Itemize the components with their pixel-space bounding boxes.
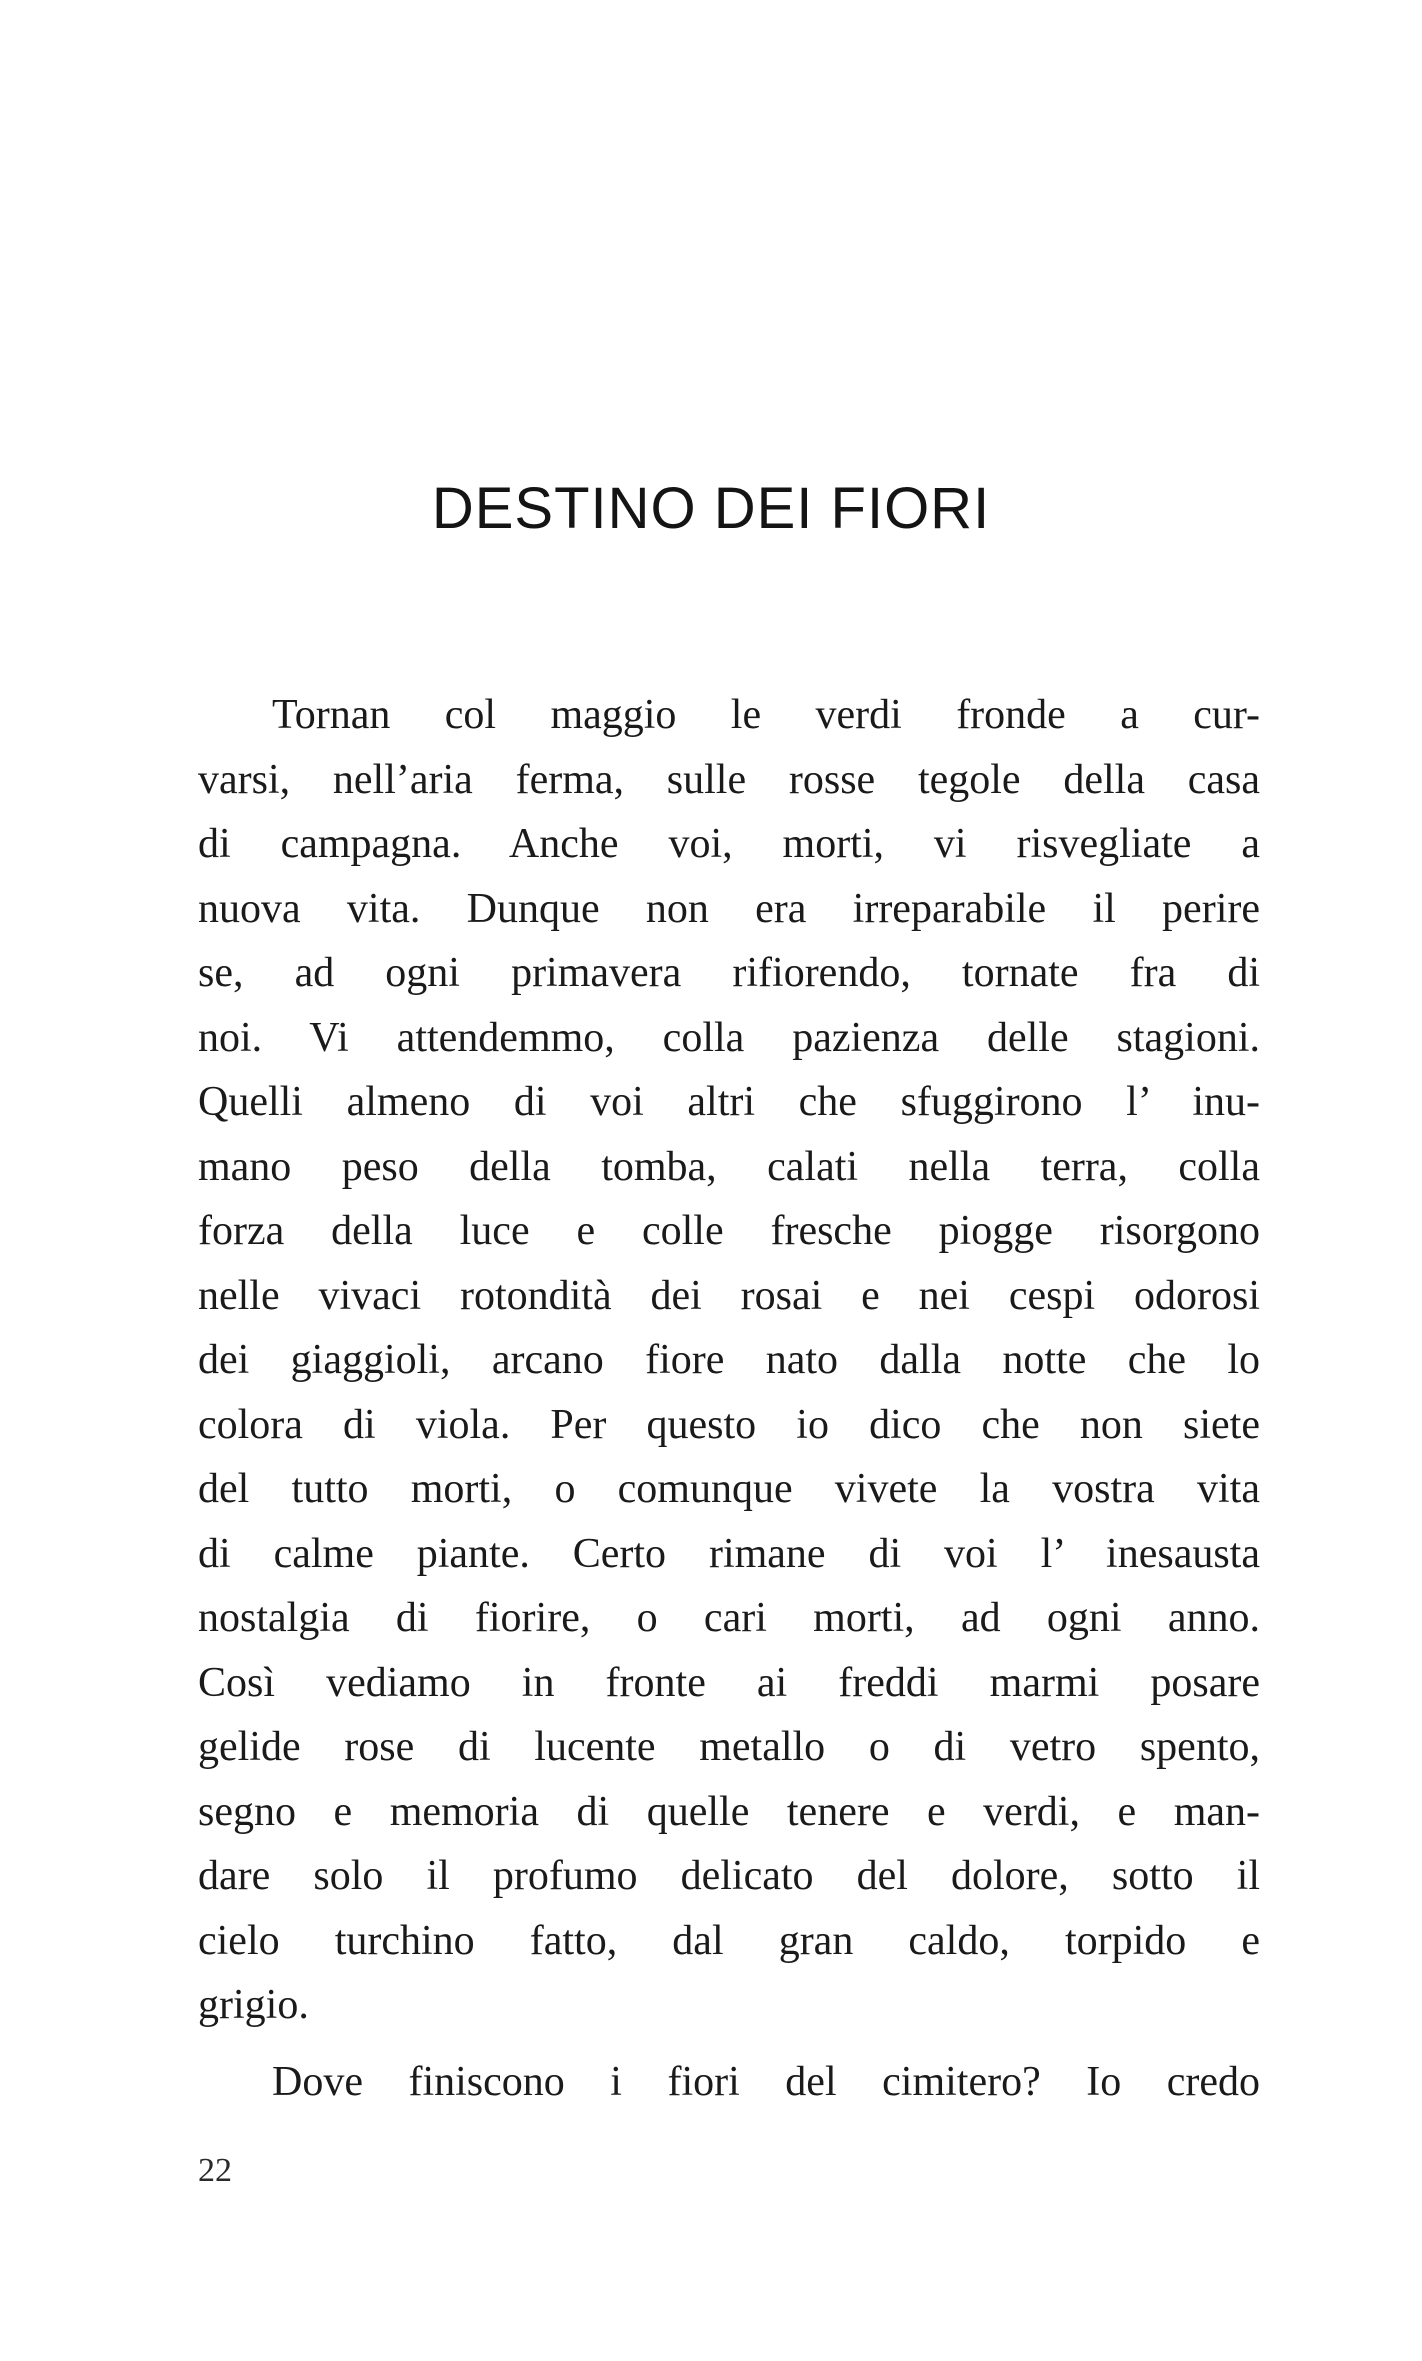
page-number: 22: [198, 2152, 232, 2189]
text-line: Dove finiscono i fiori del cimitero? Io credo: [272, 2058, 1260, 2105]
text-line: Tornan col maggio le verdi fronde a cur-: [272, 692, 1260, 738]
text-line: Così vediamo in fronte ai freddi marmi posare: [198, 1659, 1260, 1706]
text-line: Quelli almeno di voi altri che sfuggirono l’ inu-: [198, 1079, 1260, 1125]
text-line: nelle vivaci rotondità dei rosai e nei cespi odorosi: [198, 1272, 1260, 1319]
text-line: nuova vita. Dunque non era irreparabile il perire: [198, 885, 1260, 932]
text-line: varsi, nell’aria ferma, sulle rosse tegole della casa: [198, 756, 1260, 803]
text-line: del tutto morti, o comunque vivete la vostra vita: [198, 1466, 1260, 1512]
text-line: nostalgia di fiorire, o cari morti, ad ogni anno.: [198, 1595, 1260, 1641]
text-line: dei giaggioli, arcano fiore nato dalla notte che lo: [198, 1337, 1260, 1383]
text-line: se, ad ogni primavera rifiorendo, tornate fra di: [198, 950, 1260, 996]
text-line: forza della luce e colle fresche piogge risorgono: [198, 1208, 1260, 1254]
text-line: grigio.: [198, 1982, 309, 2028]
chapter-title: DESTINO DEI FIORI: [431, 476, 991, 541]
text-line: di campagna. Anche voi, morti, vi risvegliate a: [198, 821, 1260, 867]
text-line: colora di viola. Per questo io dico che non siete: [198, 1401, 1260, 1448]
text-line: cielo turchino fatto, dal gran caldo, torpido e: [198, 1917, 1260, 1964]
text-line: mano peso della tomba, calati nella terra, colla: [198, 1143, 1260, 1190]
body-text: [198, 683, 1260, 2114]
text-line: dare solo il profumo delicato del dolore, sotto il: [198, 1853, 1260, 1899]
text-line: noi. Vi attendemmo, colla pazienza delle stagioni.: [198, 1014, 1260, 1061]
text-line: di calme piante. Certo rimane di voi l’ inesausta: [198, 1530, 1260, 1577]
text-line: segno e memoria di quelle tenere e verdi, e man-: [198, 1788, 1260, 1835]
text-line: gelide rose di lucente metallo o di vetro spento,: [198, 1724, 1260, 1770]
